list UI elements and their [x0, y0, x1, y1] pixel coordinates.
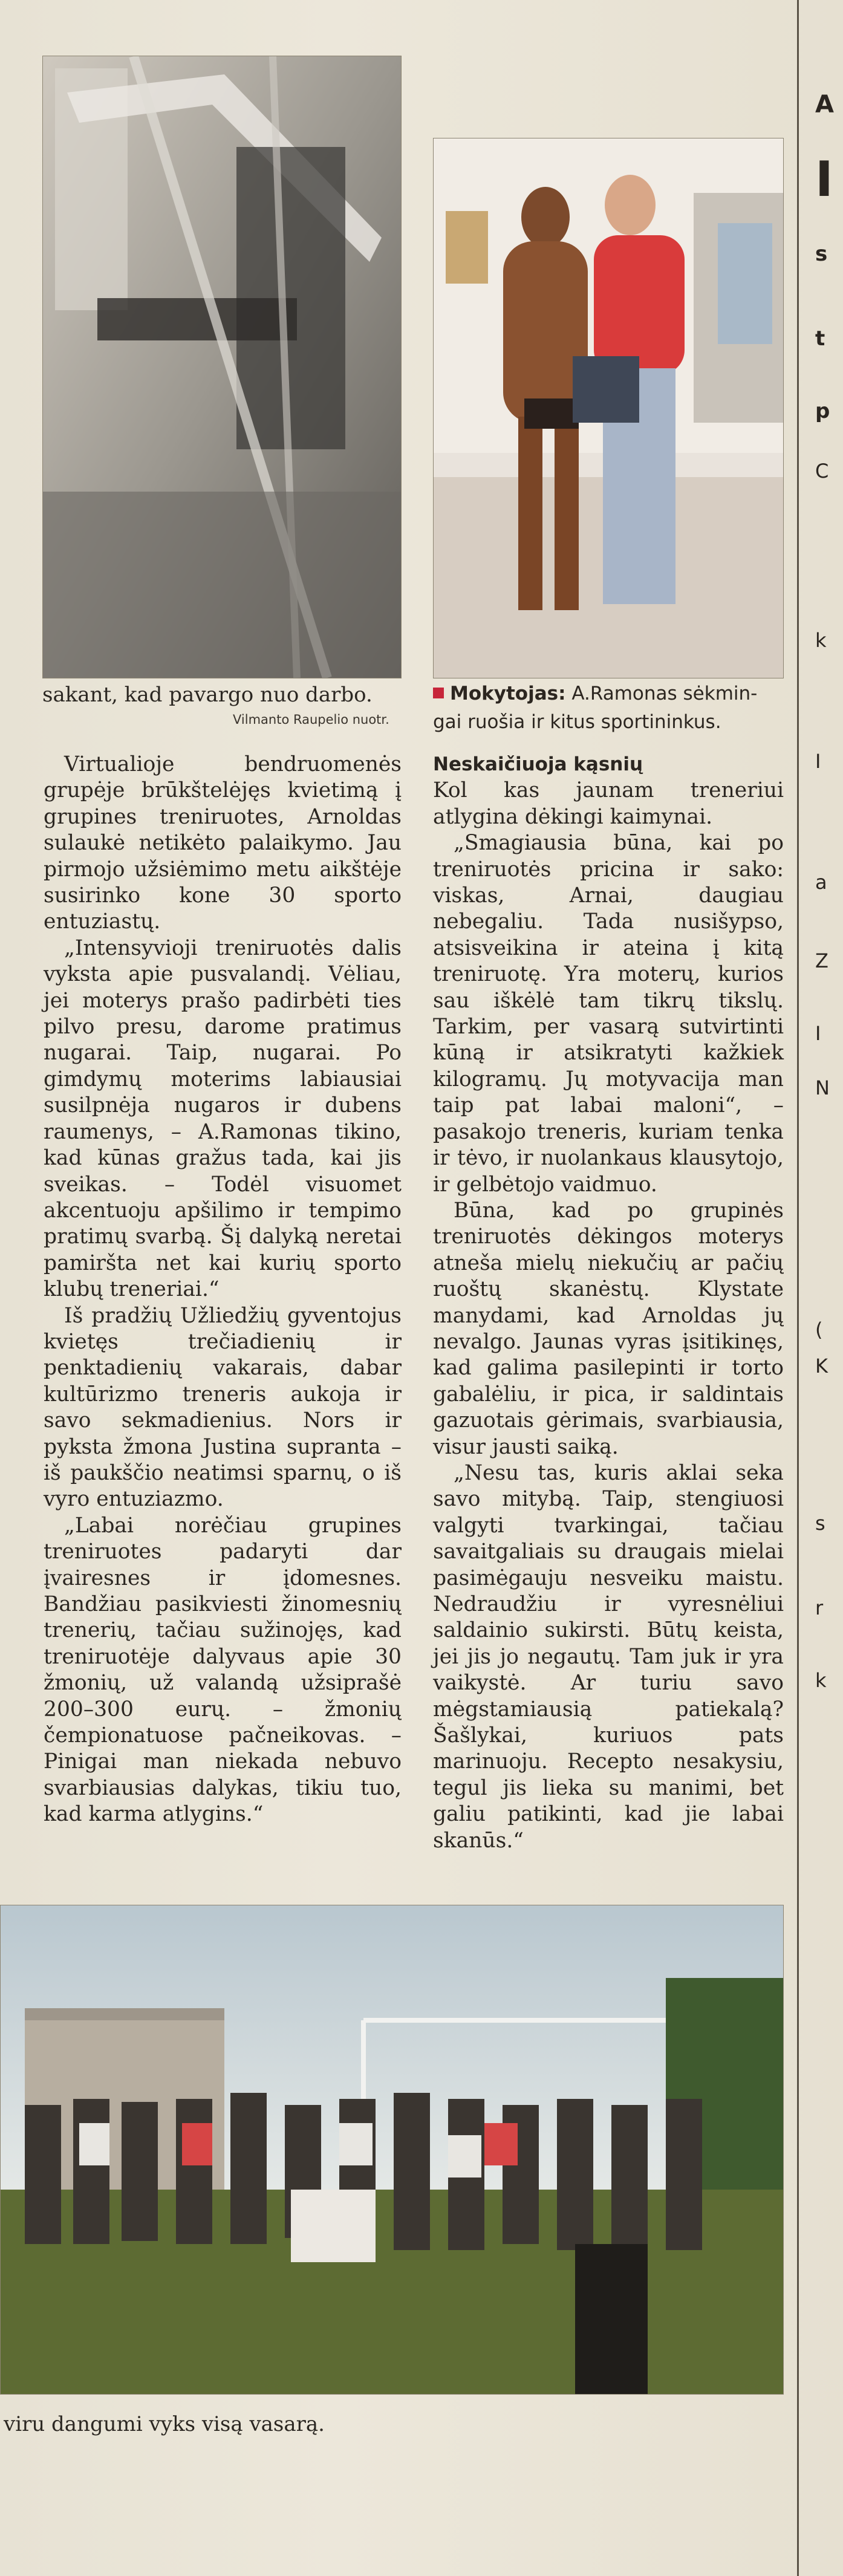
edge-fragment: s	[815, 242, 828, 266]
column-divider	[797, 0, 799, 2576]
edge-fragment: p	[815, 399, 830, 423]
paragraph: Kol kas jaunam treneriui atlygina dėkingi kaimynai.	[433, 778, 784, 829]
edge-fragment: C	[815, 460, 829, 483]
edge-fragment: s	[815, 1512, 825, 1535]
adjacent-article-edge	[807, 0, 843, 2576]
caption-lead: Mokytojas:	[450, 683, 566, 704]
paragraph: „Intensyvioji treniruotės dalis vyksta apie pusvalandį. Vėliau, jei moterys prašo padirbėti ties pilvo presu, darome pratimus nugarai. Taip, nugarai. Po gimdymų moterims labiausiai susilpnėja nugaros ir dubens raumenys, – A.Ramonas tikino, kad kūnas gražus tada, kai jis sveikas. – Todėl visuomet akcentuoju apšilimo ir tempimo pratimų svarbą. Šį dalyką neretai pamiršta net kai kurių sporto klubų treneriai.“	[44, 935, 402, 1302]
photo-credit: Vilmanto Raupelio nuotr.	[233, 712, 389, 727]
edge-fragment: (	[815, 1318, 823, 1341]
caption-text-2: gai ruošia ir kitus sportininkus.	[433, 711, 721, 733]
paragraph: Iš pradžių Užliedžių gyventojus kvietęs trečiadienių ir penktadienių vakarais, dabar kultūrizmo treneris aukoja ir savo sekmadienius. Nors ir pyksta žmona Justina supranta – iš paukščio neatimsi sparnų, o iš vyro entuziazmo.	[44, 1303, 402, 1512]
edge-fragment: I	[815, 1022, 821, 1045]
caption-text-1: A.Ramonas sėkmin-	[565, 683, 758, 704]
edge-fragment: A	[815, 91, 834, 119]
bodybuilders-posing-photo	[433, 138, 784, 678]
right-photo-caption	[433, 681, 796, 738]
paragraph: „Smagiausia būna, kai po treniruotės pricina ir sako: viskas, Arnai, daugiau nebegaliu. Tada nusišypso, atsisveikina ir ateina į kitą treniruotę. Yra moterų, kurios sau iškėlė tam tikrų tikslų. Tarkim, per vasarą sutvirtinti kūną ir atsikratyti kažkiek kilogramų. Jų motyvacija man taip pat labai maloni“, – pasakojo treneris, kuriam tenka ir tėvo, ir nuolankaus klausytojo, ir gelbėtojo vaidmuo.	[433, 831, 784, 1197]
paragraph: Virtualioje bendruomenės grupėje brūkštelėjęs kvietimą į grupines treniruotes, Arnoldas sulaukė netikėto palaikymo. Jau pirmojo užsiėmimo metu aikštėje susirinko kone 30 sporto entuziastų.	[44, 752, 402, 934]
outdoor-group-photo	[0, 1905, 784, 2395]
edge-fragment: a	[815, 871, 827, 894]
edge-fragment: k	[815, 629, 827, 652]
edge-fragment: k	[815, 1669, 827, 1692]
caption-square-icon	[433, 688, 444, 698]
bottom-photo-caption: viru dangumi vyks visą vasarą.	[4, 2412, 325, 2436]
edge-fragment: Z	[815, 949, 828, 972]
edge-fragment: r	[815, 1596, 824, 1619]
article-left-column	[44, 752, 402, 1828]
edge-fragment: I	[815, 750, 821, 773]
edge-fragment: N	[815, 1076, 830, 1099]
article-right-column	[433, 752, 784, 1854]
gym-machine-photo	[42, 56, 402, 678]
paragraph: Būna, kad po grupinės treniruotės dėkingos moterys atneša mielų niekučių ar pačių ruoštų skanėstų. Klystate manydami, kad Arnoldas jų nevalgo. Jaunas vyras įsitikinęs, kad galima pasilepinti ir torto gabalėliu, ir pica, ir saldintais gazuotais gėrimais, svarbiausia, visur jausti saiką.	[433, 1198, 784, 1459]
paragraph: „Nesu tas, kuris aklai seka savo mitybą. Taip, stengiuosi valgyti tvarkingai, tačiau savaitgaliais su draugais mielai pasimėgauju nesveiku maistu. Nedraudžiu ir vyresnėliui saldainio sukirsti. Būtų keista, jei jis jo negautų. Tam juk ir yra vaikystė. Ar turiu savo mėgstamiausią patiekalą? Šašlykai, kuriuos pats marinuoju. Recepto nesakysiu, tegul jis lieka su manimi, bet galiu patikinti, kad jie labai skanūs.“	[433, 1460, 784, 1853]
left-photo-caption: sakant, kad pavargo nuo darbo.	[42, 683, 373, 707]
edge-fragment: I	[815, 151, 833, 207]
edge-fragment: K	[815, 1355, 828, 1377]
edge-fragment: t	[815, 327, 825, 351]
section-heading: Neskaičiuoja kąsnių	[433, 753, 643, 775]
paragraph: „Labai norėčiau grupines treniruotes padaryti dar įvairesnes ir įdomesnes. Bandžiau pasikviesti žinomesnių trenerių, tačiau sužinojęs, kad treniruotėje dalyvaus apie 30 žmonių, už valandą užsiprašė 200–300 eurų. – žmonių čempionatuose pačneikovas. – Pinigai man niekada nebuvo svarbiausias dalykas, tikiu tuo, kad karma atlygins.“	[44, 1513, 402, 1827]
